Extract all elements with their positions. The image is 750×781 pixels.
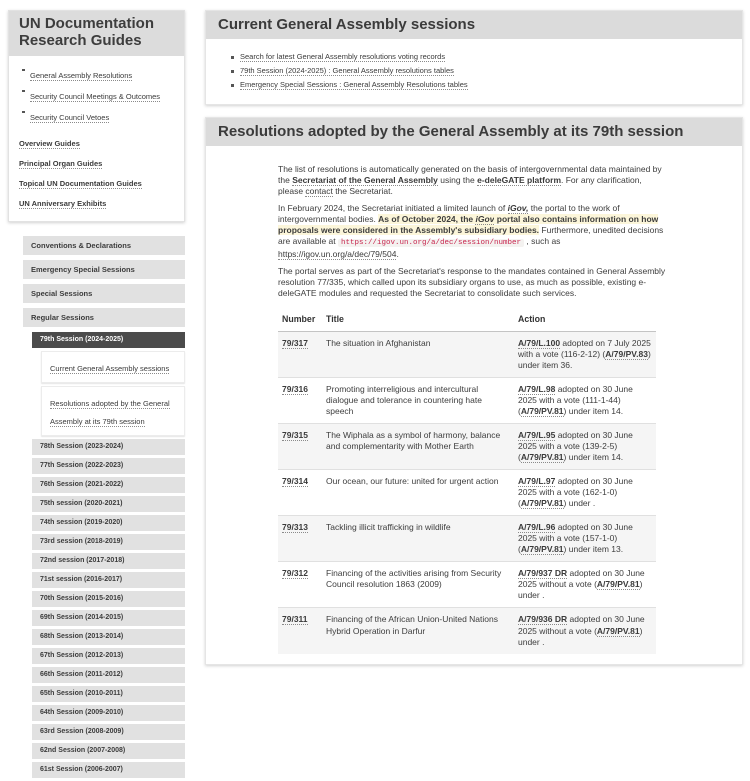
resolutions-table bbox=[278, 309, 656, 653]
title-cell: Tackling illicit trafficking in wildlife bbox=[322, 516, 514, 562]
sidebar-nav-item[interactable]: Conventions & Declarations bbox=[23, 236, 185, 255]
inline-link[interactable]: A/79/L.97 bbox=[518, 476, 556, 487]
list-item bbox=[228, 52, 728, 61]
text-span: adopted on 30 June 2025 with a vote (111-1-44) ( bbox=[518, 383, 633, 416]
title-cell: Financing of the African Union-United Nations Hybrid Operation in Darfur bbox=[322, 608, 514, 654]
text-span: ) under . bbox=[518, 625, 643, 647]
list-item bbox=[19, 86, 174, 104]
text-span: , such as bbox=[524, 236, 561, 247]
sidebar-nav-item[interactable]: 65th Session (2010-2011) bbox=[32, 686, 185, 702]
sidebar-nav-sublink-label[interactable]: Resolutions adopted by the General Assembly at its 79th session bbox=[50, 398, 170, 426]
sidebar-nav-item[interactable]: 70th Session (2015-2016) bbox=[32, 591, 185, 607]
sidebar-nav-item[interactable]: 75th session (2020-2021) bbox=[32, 496, 185, 512]
text-span: ) under . bbox=[518, 579, 643, 601]
table-row bbox=[278, 331, 656, 377]
table-row bbox=[278, 608, 656, 654]
text-span: adopted on 30 June 2025 with a vote (139-2-5) ( bbox=[518, 429, 633, 463]
number-cell bbox=[278, 423, 322, 469]
column-header: Number bbox=[278, 309, 322, 331]
resolution-number-link[interactable]: 79/314 bbox=[282, 476, 308, 487]
table-header-row bbox=[278, 309, 656, 331]
sidebar-top-links bbox=[19, 65, 174, 125]
title-cell: Promoting interreligious and intercultural dialogue and tolerance in countering hate speech bbox=[322, 377, 514, 423]
table-row bbox=[278, 470, 656, 516]
text-span: The portal serves as part of the Secretariat's response to the mandates contained in General Assembly resolution 77/335, which called upon its subsidiary organs to use, as much as possible, existing e-deleGATE modules and requested the Secretariat to consolidate such services. bbox=[278, 266, 666, 299]
title-cell: Financing of the activities arising from Security Council resolution 1863 (2009) bbox=[322, 562, 514, 608]
inline-link[interactable]: https://igov.un.org/a/dec/79/504 bbox=[278, 249, 397, 260]
number-cell bbox=[278, 562, 322, 608]
text-span: adopted on 30 June 2025 without a vote ( bbox=[518, 614, 645, 636]
sidebar-session-nav bbox=[23, 236, 185, 778]
list-item bbox=[228, 66, 728, 75]
action-cell bbox=[514, 423, 656, 469]
text-span: In February 2024, the Secretariat initiated a limited launch of bbox=[278, 203, 508, 214]
sidebar bbox=[8, 10, 185, 781]
guide-link-row bbox=[19, 152, 174, 172]
sidebar-nav-item[interactable]: 79th Session (2024-2025) bbox=[32, 332, 185, 348]
text-span: ) under item 14. bbox=[563, 452, 624, 463]
column-header: Title bbox=[322, 309, 514, 331]
list-item bbox=[228, 80, 728, 89]
inline-link[interactable]: iGov bbox=[475, 214, 495, 225]
sidebar-nav-item[interactable]: 73rd session (2018-2019) bbox=[32, 534, 185, 550]
inline-link[interactable]: contact bbox=[305, 186, 333, 197]
inline-link[interactable]: A/79/PV.81 bbox=[520, 452, 564, 463]
session-link[interactable]: 79th Session (2024-2025) : General Assembly resolutions tables bbox=[240, 66, 454, 75]
inline-link[interactable]: Secretariat of the General Assembly bbox=[292, 175, 438, 186]
text-span: the portal to the work of intergovernmental bodies. bbox=[278, 203, 620, 225]
inline-link[interactable]: A/79/PV.81 bbox=[520, 498, 564, 509]
text-span: ) under item 14. bbox=[563, 405, 624, 416]
action-cell bbox=[514, 608, 656, 654]
sidebar-link[interactable]: Security Council Vetoes bbox=[30, 112, 110, 122]
text-span: using the bbox=[437, 175, 478, 186]
guide-link-row bbox=[19, 192, 174, 212]
sidebar-nav-item[interactable]: 62nd Session (2007-2008) bbox=[32, 743, 185, 759]
text-span: adopted on 30 June 2025 with a vote (157-1-0) ( bbox=[518, 522, 633, 555]
inline-link[interactable]: A/79/L.95 bbox=[518, 429, 556, 440]
inline-link[interactable]: A/79/L.98 bbox=[518, 383, 556, 394]
number-cell bbox=[278, 516, 322, 562]
current-sessions-body bbox=[206, 39, 742, 104]
list-item bbox=[19, 107, 174, 125]
sidebar-nav-item[interactable]: 72nd session (2017-2018) bbox=[32, 553, 185, 569]
action-cell bbox=[514, 470, 656, 516]
highlight-text: As of October 2024, the bbox=[378, 214, 476, 225]
text-span: ) under . bbox=[563, 498, 596, 509]
table-row bbox=[278, 516, 656, 562]
text-span: . For any clarification, please bbox=[278, 175, 642, 197]
number-cell bbox=[278, 331, 322, 377]
title-cell: The situation in Afghanistan bbox=[322, 331, 514, 377]
action-cell bbox=[514, 377, 656, 423]
current-sessions-links bbox=[228, 52, 728, 89]
sidebar-nav-item[interactable]: 68th Session (2013-2014) bbox=[32, 629, 185, 645]
inline-link[interactable]: A/79/937 DR bbox=[518, 568, 568, 579]
sidebar-nav-item[interactable]: Regular Sessions bbox=[23, 308, 185, 327]
text-span: . bbox=[396, 249, 399, 260]
sidebar-nav-item[interactable]: 66th Session (2011-2012) bbox=[32, 667, 185, 683]
guide-link-row bbox=[19, 172, 174, 192]
inline-link[interactable]: A/79/L.96 bbox=[518, 522, 556, 533]
main-content bbox=[205, 10, 743, 677]
list-item bbox=[19, 65, 174, 83]
text-span: The list of resolutions is automatically generated on the basis of intergovernmental data maintained by the bbox=[278, 164, 662, 186]
sidebar-title: UN Documentation Research Guides bbox=[9, 11, 184, 56]
current-sessions-box bbox=[205, 10, 743, 105]
sidebar-nav-item[interactable]: 71st session (2016-2017) bbox=[32, 572, 185, 588]
sidebar-guide-link[interactable]: UN Anniversary Exhibits bbox=[19, 198, 107, 208]
current-sessions-heading: Current General Assembly sessions bbox=[206, 11, 742, 39]
sidebar-nav-item[interactable]: 61st Session (2006-2007) bbox=[32, 762, 185, 778]
resolutions-heading: Resolutions adopted by the General Assembly at its 79th session bbox=[206, 118, 742, 146]
text-span: adopted on 30 June 2025 without a vote ( bbox=[518, 568, 645, 590]
table-row bbox=[278, 562, 656, 608]
action-cell bbox=[514, 331, 656, 377]
resolution-number-link[interactable]: 79/315 bbox=[282, 429, 308, 440]
number-cell bbox=[278, 470, 322, 516]
inline-link[interactable]: A/79/PV.83 bbox=[605, 348, 648, 359]
resolution-number-link[interactable]: 79/317 bbox=[282, 337, 308, 348]
sidebar-guide-links bbox=[19, 132, 174, 212]
sidebar-guide-link[interactable]: Overview Guides bbox=[19, 138, 80, 148]
sidebar-link[interactable]: Security Council Meetings & Outcomes bbox=[30, 91, 161, 101]
text-span: adopted on 7 July 2025 with a vote (116-2-12) ( bbox=[518, 337, 651, 359]
paragraph bbox=[278, 164, 668, 197]
inline-link[interactable]: iGov, bbox=[507, 203, 529, 214]
research-guides-box bbox=[8, 10, 185, 222]
resolution-number-link[interactable]: 79/311 bbox=[282, 614, 308, 625]
inline-link[interactable]: A/79/PV.81 bbox=[520, 405, 564, 416]
text-span: the Secretariat. bbox=[332, 186, 393, 197]
sidebar-nav-item[interactable]: 64th Session (2009-2010) bbox=[32, 705, 185, 721]
inline-link[interactable]: e-deleGATE platform bbox=[477, 175, 562, 186]
code-snippet: https://igov.un.org/a/dec/session/number bbox=[338, 239, 524, 247]
inline-link[interactable]: A/79/PV.81 bbox=[596, 579, 640, 590]
sidebar-nav-item[interactable]: 77th Session (2022-2023) bbox=[32, 458, 185, 474]
text-span: adopted on 30 June 2025 with a vote (162-1-0) ( bbox=[518, 476, 633, 509]
resolutions-box bbox=[205, 117, 743, 665]
action-cell bbox=[514, 562, 656, 608]
column-header: Action bbox=[514, 309, 656, 331]
resolutions-body bbox=[206, 146, 742, 664]
resolution-number-link[interactable]: 79/316 bbox=[282, 383, 308, 394]
resolution-number-link[interactable]: 79/313 bbox=[282, 522, 308, 533]
text-span: ) under item 36. bbox=[518, 348, 651, 370]
number-cell bbox=[278, 377, 322, 423]
resolution-number-link[interactable]: 79/312 bbox=[282, 568, 308, 579]
sidebar-nav-sublink bbox=[41, 351, 185, 383]
sidebar-nav-item[interactable]: 76th Session (2021-2022) bbox=[32, 477, 185, 493]
sidebar-nav-sublink-label[interactable]: Current General Assembly sessions bbox=[50, 363, 170, 373]
sidebar-nav-item[interactable]: 78th Session (2023-2024) bbox=[32, 439, 185, 455]
inline-link[interactable]: A/79/L.100 bbox=[518, 337, 561, 348]
sidebar-nav-sublink bbox=[41, 386, 185, 436]
sidebar-guide-link[interactable]: Topical UN Documentation Guides bbox=[19, 178, 142, 188]
paragraph bbox=[278, 203, 668, 260]
inline-link[interactable]: A/79/936 DR bbox=[518, 614, 568, 625]
text-span: ) under item 13. bbox=[563, 544, 624, 555]
sidebar-nav-item[interactable]: 67th Session (2012-2013) bbox=[32, 648, 185, 664]
highlight-text: portal also contains information on how proposals were considered in the Assembly's subsidiary bodies. bbox=[278, 214, 659, 236]
paragraph bbox=[278, 266, 668, 299]
sidebar-link[interactable]: General Assembly Resolutions bbox=[30, 70, 133, 80]
table-row bbox=[278, 423, 656, 469]
inline-link[interactable]: A/79/PV.81 bbox=[520, 544, 564, 555]
session-link[interactable]: Search for latest General Assembly resolutions voting records bbox=[240, 52, 446, 61]
number-cell bbox=[278, 608, 322, 654]
sidebar-nav-item[interactable]: Emergency Special Sessions bbox=[23, 260, 185, 279]
sidebar-nav-item[interactable]: Special Sessions bbox=[23, 284, 185, 303]
title-cell: The Wiphala as a symbol of harmony, balance and complementarity with Mother Earth bbox=[322, 423, 514, 469]
sidebar-nav-item[interactable]: 69th Session (2014-2015) bbox=[32, 610, 185, 626]
sidebar-nav-item[interactable]: 74th session (2019-2020) bbox=[32, 515, 185, 531]
session-link[interactable]: Emergency Special Sessions : General Assembly Resolutions tables bbox=[240, 80, 468, 89]
text-span: Furthermore, unedited decisions are available at bbox=[278, 225, 664, 247]
action-cell bbox=[514, 516, 656, 562]
sidebar-nav-item[interactable]: 63rd Session (2008-2009) bbox=[32, 724, 185, 740]
inline-link[interactable]: A/79/PV.81 bbox=[596, 625, 640, 636]
guide-link-row bbox=[19, 132, 174, 152]
title-cell: Our ocean, our future: united for urgent action bbox=[322, 470, 514, 516]
table-row bbox=[278, 377, 656, 423]
sidebar-guide-link[interactable]: Principal Organ Guides bbox=[19, 158, 103, 168]
resolutions-intro bbox=[278, 164, 668, 299]
sidebar-body bbox=[9, 56, 184, 221]
